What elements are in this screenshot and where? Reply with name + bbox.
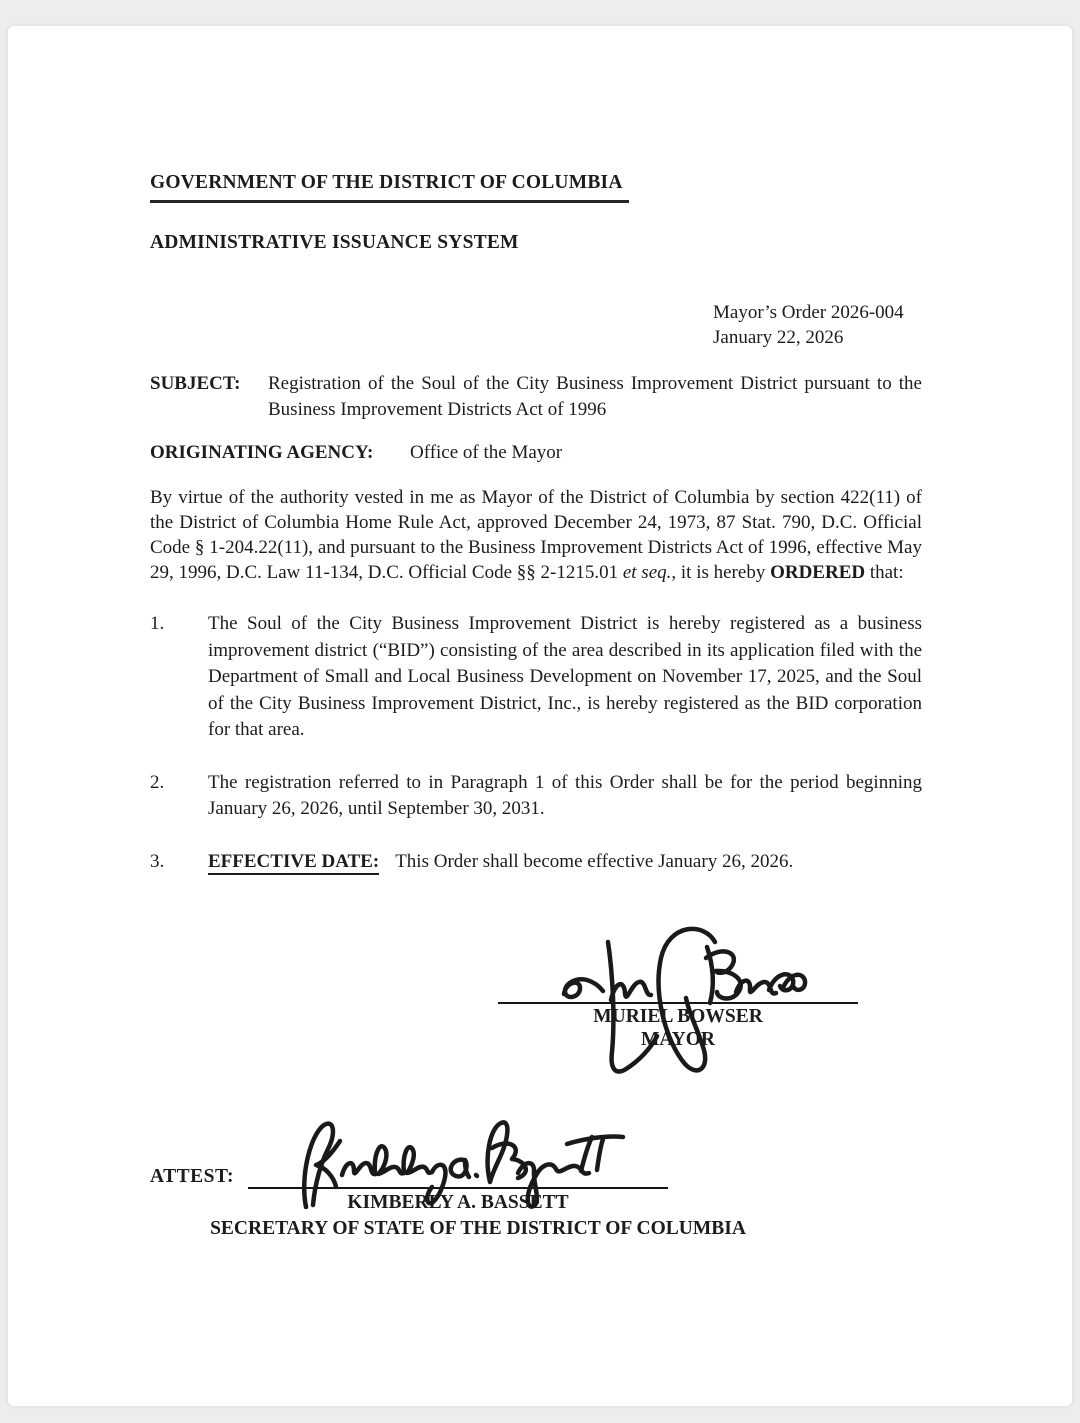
attest-block: [150, 1163, 922, 1240]
preamble-part3: that:: [865, 562, 904, 583]
secretary-title: SECRETARY OF STATE OF THE DISTRICT OF COLUMBIA: [210, 1218, 746, 1239]
ordered-items-list: [150, 611, 922, 875]
item-text-content: The registration referred to in Paragraph 1 of this Order shall be for the period beginning January 26, 2026, until September 30, 2031.: [208, 771, 922, 819]
effective-date-label: EFFECTIVE DATE:: [208, 851, 379, 875]
preamble-et-seq: et seq.: [622, 562, 672, 583]
system-title: ADMINISTRATIVE ISSUANCE SYSTEM: [150, 232, 519, 253]
originating-agency-row: [150, 440, 922, 466]
document-page: [8, 26, 1072, 1406]
attest-label: ATTEST:: [150, 1166, 235, 1187]
item-text: [208, 849, 922, 876]
order-date: January 22, 2026: [713, 327, 844, 348]
government-title: GOVERNMENT OF THE DISTRICT OF COLUMBIA: [150, 172, 629, 203]
secretary-name: KIMBERLY A. BASSETT: [347, 1192, 569, 1213]
item-number: 1.: [150, 613, 165, 634]
item-text: [208, 770, 922, 823]
preamble-ordered: ORDERED: [770, 562, 866, 583]
item-text: [208, 611, 922, 744]
mayor-signature-line: [498, 1002, 858, 1004]
order-info: [713, 300, 922, 350]
item-text-content: The Soul of the City Business Improvement District is hereby registered as a business improvement district (“BID”) consisting of the area described in its application filed with the Department of Small and Local Business Development on November 17, 2025, and the Soul of the City Business Improvement District, Inc., is hereby registered as the BID corporation for that area.: [208, 613, 922, 740]
ordered-item-1: [150, 611, 922, 744]
attest-signature-line: [248, 1163, 668, 1189]
mayor-signature-icon: [556, 918, 808, 1082]
subject-row: [150, 371, 922, 423]
subject-text: Registration of the Soul of the City Business Improvement District pursuant to the Business Improvement Districts Act of 1996: [268, 373, 922, 420]
item-number: 2.: [150, 771, 165, 793]
originating-agency-label: ORIGINATING AGENCY:: [150, 442, 374, 463]
mayor-signature-block: [498, 1002, 858, 1051]
item-text-content: This Order shall become effective January 26, 2026.: [395, 850, 794, 872]
item-number: 3.: [150, 850, 165, 872]
preamble-part2: , it is hereby: [671, 562, 771, 583]
order-number: Mayor’s Order 2026-004: [713, 302, 904, 323]
preamble-paragraph: [150, 485, 922, 585]
ordered-item-2: [150, 770, 922, 823]
preamble-part1: By virtue of the authority vested in me as Mayor of the District of Columbia by section 422(11) of the District of Columbia Home Rule Act, approved December 24, 1973, 87 Stat. 790, D.C. Official Code § 1-204.22(11), and pursuant to the Business Improvement Districts Act of 1996, effective May 29, 1996, D.C. Law 11-134, D.C. Official Code §§ 2-1215.01: [150, 487, 922, 583]
mayor-name: MURIEL BOWSER: [593, 1006, 763, 1027]
attest-row: [150, 1163, 922, 1189]
subject-label: SUBJECT:: [150, 373, 241, 394]
originating-agency-text: Office of the Mayor: [410, 442, 563, 463]
mayor-title: MAYOR: [640, 1029, 716, 1050]
ordered-item-3: [150, 849, 922, 876]
